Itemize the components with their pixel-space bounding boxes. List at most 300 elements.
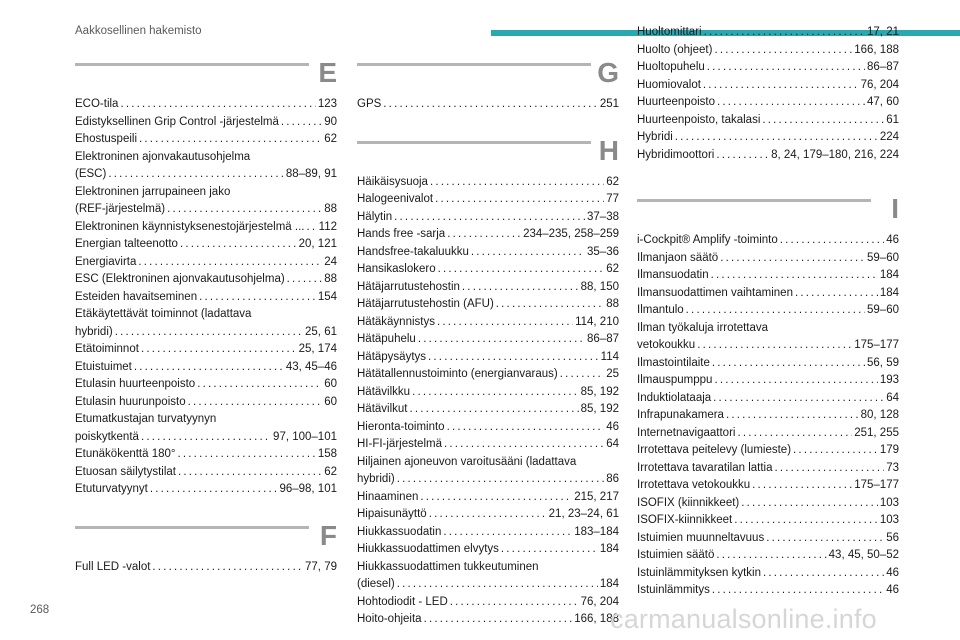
dot-leader [397, 576, 598, 594]
entry-name: (REF-järjestelmä) [75, 203, 166, 215]
entry-pages: 46 [606, 420, 619, 433]
entry-pages: 88 [324, 273, 337, 285]
entry-name: ISOFIX-kiinnikkeet [637, 514, 733, 526]
dot-leader [714, 42, 852, 60]
entry-name: Hohtodiodit - LED [357, 595, 448, 608]
dot-leader [287, 271, 323, 289]
entry-pages: 61 [886, 113, 899, 126]
index-entry [357, 594, 619, 612]
dot-leader [450, 594, 579, 612]
entry-name: Hätävilkku [357, 385, 411, 398]
section-rule [637, 199, 871, 202]
entry-name: Huurteenpoisto [637, 96, 715, 108]
dot-leader [134, 359, 284, 377]
entry-name: Istuinlämmitys [637, 584, 710, 596]
entry-name: Hätäpysäytys [357, 350, 427, 363]
entry-name: Hätäjarrutustehostin [357, 280, 460, 293]
section-i [637, 194, 899, 600]
entry-name: Hinaaminen [357, 490, 419, 503]
section-letter: F [319, 519, 337, 551]
dot-leader [429, 506, 547, 524]
index-entry [357, 471, 619, 489]
entry-pages: 166, 188 [854, 43, 899, 56]
dot-leader [766, 530, 884, 548]
entry-pages: 154 [317, 290, 337, 303]
entry-pages: 25 [606, 368, 619, 380]
section-h [357, 136, 619, 629]
index-entry [637, 77, 899, 95]
entry-name: Hieronta-toiminto [357, 420, 445, 433]
entry-name: Hätätallennustoiminto (energianvaraus) [357, 368, 558, 380]
dot-leader [443, 524, 572, 542]
dot-leader [714, 372, 877, 390]
section-e [75, 58, 337, 499]
dot-leader [471, 244, 585, 262]
entry-pages: 35–36 [587, 245, 619, 258]
entry-name: Etuistuimet [75, 360, 132, 373]
dot-leader [437, 314, 573, 332]
index-entry [357, 314, 619, 332]
index-entry [75, 96, 337, 114]
entry-pages: 193 [879, 374, 899, 386]
entry-name: Istuimien muunneltavuus [637, 531, 765, 544]
header-title: Aakkosellinen hakemisto [75, 25, 202, 37]
index-entry [637, 129, 899, 147]
dot-leader [430, 174, 604, 192]
index-entry [75, 289, 337, 307]
section-rule [75, 63, 309, 66]
watermark-text: carmanualsonline.info [610, 604, 877, 634]
dot-leader [716, 547, 826, 565]
entry-name: Induktiolataaja [637, 391, 712, 404]
section-rule [357, 63, 591, 66]
index-entry [75, 429, 337, 447]
dot-leader [795, 285, 878, 303]
entry-name: Irrotettava vetokoukku [637, 479, 751, 491]
dot-leader [726, 407, 859, 425]
index-entry [637, 565, 899, 583]
index-column-1 [75, 58, 337, 576]
index-entry [637, 512, 899, 530]
index-entry [357, 331, 619, 349]
dot-leader [108, 166, 284, 184]
index-entry [637, 42, 899, 60]
entry-pages: 21, 23–24, 61 [548, 508, 619, 520]
entry-name: Häikäisysuoja [357, 175, 428, 188]
entry-name: (ESC) [75, 168, 107, 180]
index-entry [357, 261, 619, 279]
index-entry [637, 442, 899, 460]
dot-leader [720, 250, 865, 268]
index-entry [357, 506, 619, 524]
entry-pages: 43, 45–46 [285, 360, 337, 373]
entry-name: Etätoiminnot [75, 343, 139, 355]
entry-pages: 77, 79 [305, 560, 337, 573]
entry-pages: 60 [324, 395, 337, 408]
section-rule [75, 526, 309, 529]
entry-pages: 166, 188 [574, 613, 619, 625]
index-entry [75, 236, 337, 254]
index-entry [75, 131, 337, 149]
dot-leader [306, 219, 316, 237]
entry-pages: 25, 61 [305, 325, 337, 338]
entry-pages: 20, 121 [298, 238, 337, 250]
entry-pages: 17, 21 [867, 26, 899, 38]
dot-leader [501, 541, 598, 559]
entry-pages: 62 [324, 133, 337, 145]
entry-name: Huoltomittari [637, 26, 702, 38]
dot-leader [775, 460, 885, 478]
entry-name: Etulasin huurteenpoisto [75, 378, 196, 390]
entry-pages: 64 [886, 391, 899, 404]
entry-name: Ilmanjaon säätö [637, 251, 719, 264]
entry-name: Etunäkökenttä 180° [75, 448, 176, 460]
entry-name: Hälytin [357, 210, 393, 223]
entry-name: Huolto (ohjeet) [637, 43, 713, 56]
entry-name: i-Cockpit® Amplify -toiminto [637, 234, 778, 246]
dot-leader [762, 112, 884, 130]
entry-pages: 112 [318, 220, 337, 233]
index-entry [357, 384, 619, 402]
dot-leader [780, 232, 884, 250]
index-entry-first-line: Elektroninen ajonvakautusohjelma [75, 150, 251, 163]
entry-pages: 59–60 [867, 304, 899, 316]
dot-leader [383, 96, 598, 114]
entry-pages: 43, 45, 50–52 [828, 549, 899, 561]
entry-pages: 85, 192 [580, 403, 619, 415]
dot-leader [115, 324, 303, 342]
index-entry-first-line: Hiljainen ajoneuvon varoitusääni (ladattava [357, 455, 577, 468]
entry-pages: 97, 100–101 [273, 430, 337, 443]
entry-pages: 179 [879, 444, 899, 456]
section-header [357, 136, 619, 170]
entry-name: Hansikaslokero [357, 263, 436, 275]
entry-pages: 234–235, 258–259 [523, 228, 619, 240]
index-entry-first-line: Hiukkassuodattimen tukkeutuminen [357, 560, 539, 573]
section-letter: I [891, 193, 899, 224]
entry-pages: 90 [324, 115, 337, 128]
entry-name: Full LED -valot [75, 560, 151, 573]
entry-pages: 86 [606, 473, 619, 485]
entry-name: Ilmantulo [637, 304, 684, 316]
index-entry [637, 425, 899, 443]
index-entry-first-line: Elektroninen jarrupaineen jako [75, 185, 231, 198]
dot-leader [199, 289, 316, 307]
index-entry [75, 359, 337, 377]
entry-pages: 88 [324, 203, 337, 215]
entry-pages: 215, 217 [574, 490, 619, 503]
dot-leader [167, 201, 322, 219]
entry-name: Handsfree-takaluukku [357, 245, 469, 258]
entry-pages: 184 [599, 578, 619, 590]
dot-leader [447, 419, 605, 437]
dot-leader [435, 191, 604, 209]
section-header [357, 58, 619, 92]
entry-name: Hätäkäynnistys [357, 315, 435, 328]
index-entry [637, 460, 899, 478]
dot-leader [412, 384, 579, 402]
dot-leader [712, 582, 884, 600]
entry-pages: 103 [879, 514, 899, 526]
dot-leader [793, 442, 878, 460]
dot-leader [152, 559, 303, 577]
entry-pages: 56, 59 [867, 356, 899, 369]
index-entry [357, 524, 619, 542]
index-entry [75, 254, 337, 272]
dot-leader [763, 565, 884, 583]
entry-name: Etuosan säilytystilat [75, 465, 176, 478]
dot-leader [496, 296, 604, 314]
entry-name: hybridi) [357, 473, 395, 485]
dot-leader [281, 114, 322, 132]
dot-leader [410, 401, 579, 419]
entry-pages: 73 [886, 461, 899, 474]
section-g [357, 58, 619, 114]
index-entry [637, 337, 899, 355]
entry-name: poiskytkentä [75, 430, 139, 443]
index-entry [637, 24, 899, 42]
index-entry [357, 96, 619, 114]
dot-leader [560, 366, 604, 384]
entry-name: ESC (Elektroninen ajonvakautusohjelma) [75, 273, 285, 285]
entry-name: Hipaisunäyttö [357, 508, 427, 520]
entry-pages: 56 [886, 531, 899, 544]
entry-name: Etuturvatyynyt [75, 483, 148, 495]
dot-leader [197, 376, 322, 394]
index-entry [637, 59, 899, 77]
dot-leader [141, 429, 271, 447]
entry-pages: 88, 150 [580, 280, 619, 293]
entry-name: Internetnavigaattori [637, 426, 736, 439]
index-entry [357, 541, 619, 559]
entry-name: Hoito-ohjeita [357, 613, 422, 625]
entry-pages: 183–184 [574, 525, 619, 538]
entry-pages: 24 [324, 255, 337, 268]
section-letter: H [598, 134, 619, 166]
index-entry [637, 285, 899, 303]
index-entry [637, 355, 899, 373]
dot-leader [462, 279, 579, 297]
dot-leader [737, 425, 852, 443]
index-entry [637, 250, 899, 268]
index-column-2 [357, 58, 619, 629]
dot-leader [752, 477, 852, 495]
entry-list [357, 174, 619, 629]
entry-name: Irrotettava peitelevy (lumieste) [637, 444, 792, 456]
entry-name: Ehostuspeili [75, 133, 138, 145]
index-entry [357, 576, 619, 594]
entry-pages: 80, 128 [860, 409, 899, 421]
dot-leader [120, 96, 315, 114]
dot-leader [178, 446, 316, 464]
entry-name: Energiavirta [75, 255, 137, 268]
page-number: 268 [30, 604, 50, 616]
entry-name: Elektroninen käynnistyksenestojärjestelmä ... [75, 220, 305, 233]
index-entry [637, 477, 899, 495]
dot-leader [447, 226, 521, 244]
entry-pages: 25, 174 [298, 343, 337, 355]
index-entry [357, 366, 619, 384]
entry-pages: 96–98, 101 [279, 483, 337, 495]
index-entry [637, 147, 899, 165]
entry-pages: 76, 204 [580, 595, 619, 608]
dot-leader [686, 302, 865, 320]
entry-name: (diesel) [357, 578, 395, 590]
entry-name: Hätäjarrutustehostin (AFU) [357, 298, 494, 310]
entry-pages: 114, 210 [575, 315, 619, 328]
dot-leader [741, 495, 878, 513]
entry-list [637, 24, 899, 164]
entry-pages: 251 [599, 98, 619, 110]
entry-list [357, 96, 619, 114]
index-entry [357, 419, 619, 437]
index-entry [637, 495, 899, 513]
entry-pages: 59–60 [867, 251, 899, 264]
entry-pages: 47, 60 [867, 96, 899, 108]
dot-leader [444, 436, 604, 454]
index-entry [357, 401, 619, 419]
index-entry [75, 114, 337, 132]
index-entry [75, 271, 337, 289]
entry-pages: 8, 24, 179–180, 216, 224 [771, 148, 899, 161]
dot-leader [418, 331, 585, 349]
index-entry [75, 201, 337, 219]
entry-name: Halogeenivalot [357, 193, 434, 205]
dot-leader [188, 394, 323, 412]
index-entry [75, 341, 337, 359]
index-entry [637, 267, 899, 285]
entry-name: Hätäpuhelu [357, 333, 416, 345]
dot-leader [697, 337, 852, 355]
entry-name: GPS [357, 98, 382, 110]
entry-name: Hands free -sarja [357, 228, 446, 240]
index-entry [357, 174, 619, 192]
entry-list [75, 559, 337, 577]
index-entry [637, 232, 899, 250]
entry-name: ECO-tila [75, 98, 119, 110]
index-entry [637, 302, 899, 320]
section-header [637, 194, 899, 228]
dot-leader [150, 481, 278, 499]
index-entry [357, 296, 619, 314]
entry-pages: 114 [600, 350, 619, 363]
index-entry [357, 611, 619, 629]
entry-list [637, 232, 899, 600]
section-f [75, 521, 337, 577]
entry-pages: 46 [886, 584, 899, 596]
index-entry-first-line: Ilman työkaluja irrotettava [637, 321, 769, 334]
index-entry-first-line: Etäkäytettävät toiminnot (ladattava [75, 308, 252, 320]
index-entry [637, 390, 899, 408]
section-rule [357, 141, 591, 144]
entry-name: hybridi) [75, 325, 113, 338]
dot-leader [420, 489, 572, 507]
entry-pages: 37–38 [587, 210, 619, 223]
entry-pages: 85, 192 [580, 385, 619, 398]
index-entry [357, 244, 619, 262]
index-entry [75, 481, 337, 499]
index-entry [75, 559, 337, 577]
dot-leader [428, 349, 599, 367]
entry-name: Ilmastointilaite [637, 356, 710, 369]
index-entry [637, 407, 899, 425]
dot-leader [139, 131, 322, 149]
entry-pages: 184 [879, 286, 899, 299]
dot-leader [178, 464, 322, 482]
index-entry [637, 94, 899, 112]
entry-name: Infrapunakamera [637, 409, 724, 421]
dot-leader [717, 94, 865, 112]
entry-pages: 62 [606, 263, 619, 275]
entry-name: Hätävilkut [357, 403, 408, 415]
index-entry-first-line: Etumatkustajan turvatyynyn [75, 413, 217, 425]
index-entry [357, 191, 619, 209]
entry-pages: 88 [606, 298, 619, 310]
index-entry [637, 582, 899, 600]
dot-leader [397, 471, 604, 489]
entry-name: Energian talteenotto [75, 238, 178, 250]
dot-leader [713, 390, 884, 408]
index-entry [637, 547, 899, 565]
index-entry [75, 324, 337, 342]
entry-pages: 251, 255 [854, 426, 899, 439]
entry-name: Hybridimoottori [637, 148, 715, 161]
entry-pages: 77 [606, 193, 619, 205]
index-entry [75, 376, 337, 394]
entry-name: HI-FI-järjestelmä [357, 438, 442, 450]
entry-name: Huurteenpoisto, takalasi [637, 113, 761, 126]
dot-leader [180, 236, 297, 254]
dot-leader [141, 341, 297, 359]
entry-name: Hybridi [637, 131, 673, 143]
section-header [75, 521, 337, 555]
entry-name: Hiukkassuodatin [357, 525, 442, 538]
index-entry [357, 436, 619, 454]
entry-pages: 175–177 [854, 479, 899, 491]
entry-name: ISOFIX (kiinnikkeet) [637, 496, 740, 509]
entry-pages: 62 [324, 465, 337, 478]
dot-leader [675, 129, 878, 147]
entry-pages: 88–89, 91 [285, 168, 337, 180]
entry-name: vetokoukku [637, 339, 696, 351]
entry-name: Ilmansuodatin [637, 269, 709, 281]
dot-leader [424, 611, 573, 629]
entry-name: Etulasin huurunpoisto [75, 395, 186, 408]
entry-pages: 184 [879, 269, 899, 281]
entry-pages: 103 [879, 496, 899, 509]
dot-leader [734, 512, 878, 530]
entry-name: Hiukkassuodattimen elvytys [357, 543, 499, 555]
index-entry [357, 279, 619, 297]
entry-pages: 46 [886, 566, 899, 579]
dot-leader [394, 209, 585, 227]
entry-pages: 184 [599, 543, 619, 555]
entry-pages: 86–87 [587, 333, 619, 345]
entry-name: Ilmansuodattimen vaihtaminen [637, 286, 793, 299]
section-header [75, 58, 337, 92]
entry-name: Irrotettava tavaratilan lattia [637, 461, 773, 474]
index-column-3 [637, 24, 899, 600]
entry-pages: 86–87 [867, 61, 899, 73]
dot-leader [712, 355, 865, 373]
entry-pages: 123 [317, 98, 337, 110]
index-entry [357, 226, 619, 244]
index-entry [357, 349, 619, 367]
entry-pages: 224 [879, 131, 899, 143]
index-entry [75, 219, 337, 237]
dot-leader [438, 261, 605, 279]
entry-pages: 46 [886, 234, 899, 246]
